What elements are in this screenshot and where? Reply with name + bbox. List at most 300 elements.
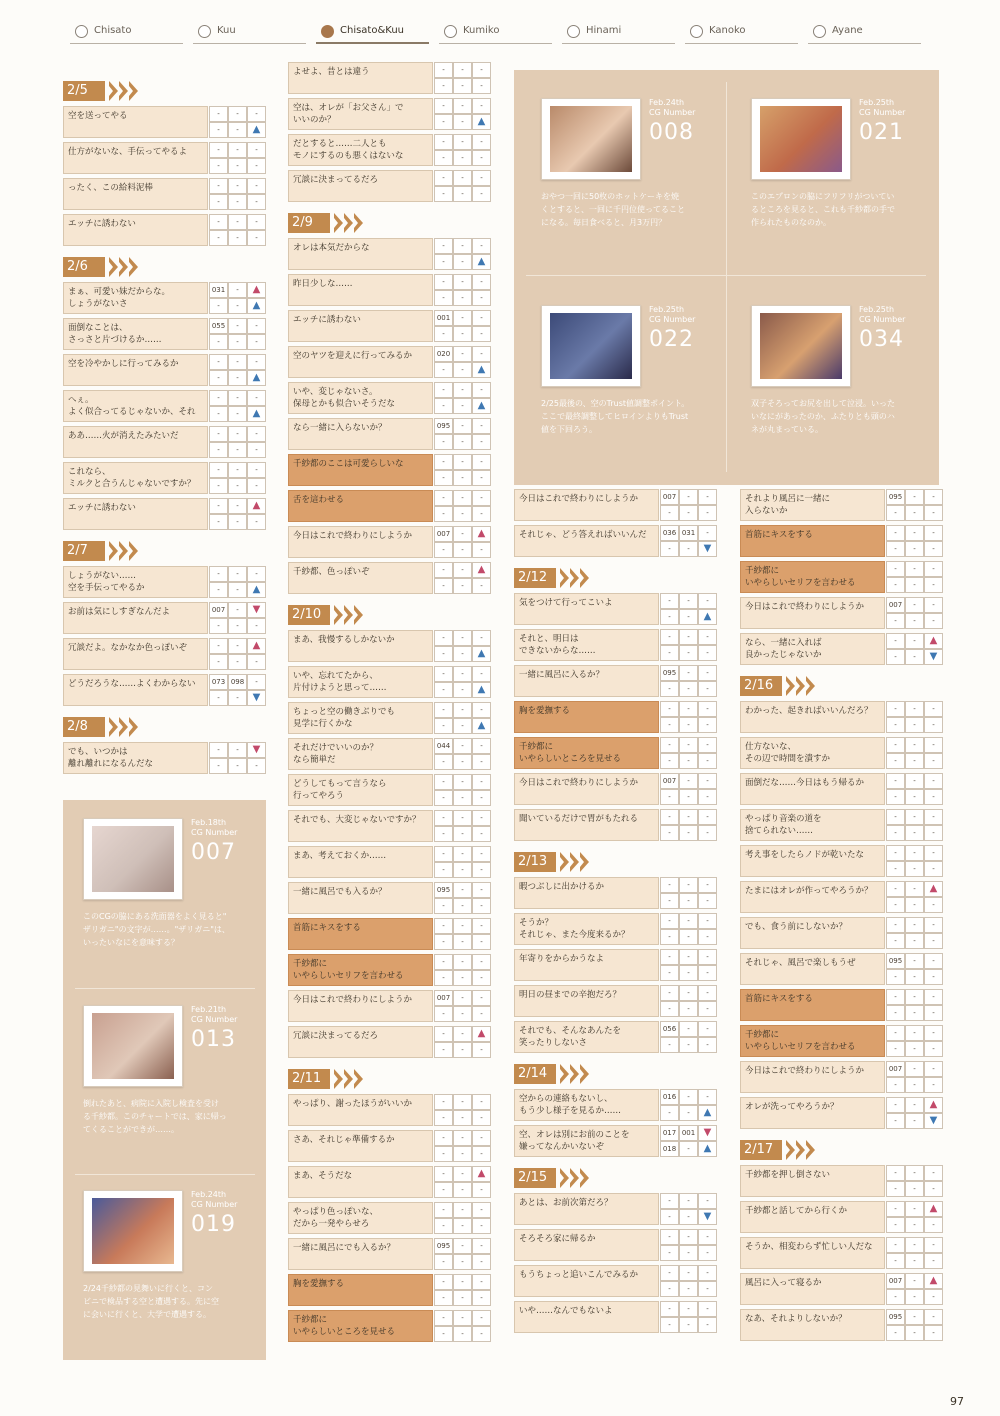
choice-text[interactable]: たまにはオレが作ってやろうか？ — [740, 881, 885, 913]
choice-text[interactable]: あとは、お前次第だろ？ — [514, 1193, 659, 1225]
param-cell: - — [472, 238, 491, 254]
param-cell: - — [698, 681, 717, 697]
param-cell: - — [434, 578, 453, 594]
param-cell: - — [472, 470, 491, 486]
choice-text[interactable]: それだけでいいのか？ なら簡単だ — [288, 738, 433, 770]
date-label: 2/9 — [288, 213, 330, 233]
choice-row — [63, 106, 268, 138]
choice-row — [63, 354, 268, 386]
choice-text[interactable]: 首筋にキスをする — [740, 989, 885, 1021]
param-cells — [209, 426, 266, 458]
choice-text[interactable]: そうか？ それじゃ、また今度来るか？ — [514, 913, 659, 945]
tab-chisatokuu[interactable] — [316, 22, 429, 44]
choice-text[interactable]: 聞いているだけで胃がもたれる — [514, 809, 659, 841]
param-cell: - — [660, 809, 679, 825]
choice-text[interactable]: 今日はこれで終わりにしようか — [740, 597, 885, 629]
choice-text[interactable]: オレは本気だからな — [288, 238, 433, 270]
choice-text[interactable]: へぇ。 よく似合ってるじゃないか、それ — [63, 390, 208, 422]
param-cell: - — [453, 1274, 472, 1290]
chevron-right-icon — [796, 676, 805, 696]
arrow-down-icon: ▼ — [698, 1125, 717, 1141]
param-cell: - — [434, 274, 453, 290]
param-cells — [209, 214, 266, 246]
param-cell: - — [472, 62, 491, 78]
param-cell: - — [886, 505, 905, 521]
character-tabs — [70, 18, 930, 46]
choice-text[interactable]: いや、忘れてたから、 片付けようと思って…… — [288, 666, 433, 698]
choice-text[interactable]: でも、いつかは 離れ離れになるんだな — [63, 742, 208, 774]
param-cells — [434, 1238, 491, 1270]
cg-thumbnail[interactable] — [751, 98, 851, 180]
param-cell: - — [698, 489, 717, 505]
cg-thumbnail[interactable] — [541, 305, 641, 387]
choice-row — [514, 525, 719, 557]
choice-text[interactable]: ったく、この給料泥棒 — [63, 178, 208, 210]
param-cell: - — [905, 789, 924, 805]
chevron-right-icon — [354, 213, 363, 233]
arrow-up-icon: ▲ — [247, 498, 266, 514]
choice-text[interactable]: 今日はこれで終わりにしようか — [740, 1061, 885, 1093]
choice-text[interactable]: そうか、相変わらず忙しい人だな — [740, 1237, 885, 1269]
param-cell: - — [434, 810, 453, 826]
date-header — [514, 1064, 719, 1084]
choice-text[interactable]: やっぱり、謝ったほうがいいか — [288, 1094, 433, 1126]
param-cell: - — [905, 489, 924, 505]
choice-text[interactable]: ちょっと空の働きぶりでも 見学に行くかな — [288, 702, 433, 734]
param-cell: - — [228, 514, 247, 530]
choice-text[interactable]: 空、オレは別にお前のことを 嫌ってなんかいないぞ — [514, 1125, 659, 1157]
param-cell: - — [453, 646, 472, 662]
choice-text[interactable]: 今日はこれで終わりにしようか — [288, 526, 433, 558]
param-cell: - — [247, 214, 266, 230]
choice-text[interactable]: 空からの連絡もないし、 もう少し様子を見るか…… — [514, 1089, 659, 1121]
tab-kuu[interactable] — [193, 22, 306, 44]
param-cell: - — [660, 1265, 679, 1281]
choice-text[interactable]: 明日の昼までの辛抱だろ？ — [514, 985, 659, 1017]
param-cell: - — [660, 717, 679, 733]
param-cell: - — [453, 1094, 472, 1110]
param-cell: - — [905, 1165, 924, 1181]
choice-text[interactable]: それでも、大変じゃないですか？ — [288, 810, 433, 842]
choice-text[interactable]: やっぱり音楽の道を 捨てられない…… — [740, 809, 885, 841]
cg-date — [859, 98, 905, 118]
param-cell: - — [472, 846, 491, 862]
chevron-right-icon — [344, 213, 353, 233]
choice-text[interactable]: 千紗都に いやらしいところを見せる — [514, 737, 659, 769]
choice-text[interactable]: 空は、オレが「お父さん」で いいのか？ — [288, 98, 433, 130]
param-cell: - — [453, 882, 472, 898]
param-cell: - — [247, 178, 266, 194]
param-cells — [886, 989, 943, 1021]
param-cell: - — [924, 597, 943, 613]
choice-text[interactable]: 考え事をしたらノドが乾いたな — [740, 845, 885, 877]
param-cell: 095 — [434, 882, 453, 898]
choice-text[interactable]: それより風呂に一緒に 入らないか — [740, 489, 885, 521]
choice-text[interactable]: 面倒なことは、 さっさと片づけるか…… — [63, 318, 208, 350]
choice-text[interactable]: まあ、考えておくか…… — [288, 846, 433, 878]
choice-text[interactable]: 年寄りをからかうなよ — [514, 949, 659, 981]
param-cell: - — [209, 442, 228, 458]
param-cell: - — [886, 561, 905, 577]
choice-text[interactable]: 空のヤツを迎えに行ってみるか — [288, 346, 433, 378]
choice-text[interactable]: それでも、そんなあんたを 笑ったりしないさ — [514, 1021, 659, 1053]
param-cell: - — [453, 918, 472, 934]
param-cell: - — [924, 1061, 943, 1077]
param-cell: - — [660, 985, 679, 1001]
choice-row — [514, 877, 719, 909]
param-cell: - — [453, 898, 472, 914]
param-cells — [886, 1273, 943, 1305]
param-cell: - — [679, 609, 698, 625]
choice-text[interactable]: わかった、起きればいいんだろ？ — [740, 701, 885, 733]
param-cell: - — [698, 1037, 717, 1053]
param-cell: - — [228, 742, 247, 758]
param-cell: - — [209, 106, 228, 122]
param-cell: - — [453, 290, 472, 306]
param-cells — [209, 142, 266, 174]
choice-text[interactable]: 空を送ってやる — [63, 106, 208, 138]
chevron-right-icon — [786, 1140, 795, 1160]
choice-text[interactable]: しょうがない…… 空を手伝ってやるか — [63, 566, 208, 598]
choice-text[interactable]: なら、一緒に入れば 良かったじゃないか — [740, 633, 885, 665]
choice-text[interactable]: 千紗都と話してから行くか — [740, 1201, 885, 1233]
tab-label: Chisato&Kuu — [340, 25, 405, 36]
choice-text[interactable]: 千紗都に いやらしいセリフを言わせる — [740, 561, 885, 593]
param-cells — [660, 593, 717, 625]
param-cells — [660, 701, 717, 733]
param-cells — [660, 773, 717, 805]
choice-text[interactable]: 千紗都に いやらしいセリフを言わせる — [288, 954, 433, 986]
param-cell: - — [434, 1094, 453, 1110]
choice-text[interactable]: 今日はこれで終わりにしようか — [514, 773, 659, 805]
param-cell: - — [660, 1281, 679, 1297]
tab-label: Ayane — [832, 25, 863, 36]
chevron-right-icon — [109, 717, 118, 737]
cg-number-label: CG Number — [649, 108, 696, 117]
param-cell: - — [924, 561, 943, 577]
choice-text[interactable]: いや……なんでもないよ — [514, 1301, 659, 1333]
choice-text[interactable]: 胸を愛撫する — [514, 701, 659, 733]
tab-kanoko[interactable] — [685, 22, 798, 44]
choice-text[interactable]: 千紗都のここは可愛らしいな — [288, 454, 433, 486]
choice-text[interactable]: もうちょっと追いこんでみるか — [514, 1265, 659, 1297]
param-cell: - — [660, 893, 679, 909]
choice-row — [288, 1130, 493, 1162]
param-cell: - — [434, 1042, 453, 1058]
param-cell: 095 — [886, 1309, 905, 1325]
param-cells — [434, 418, 491, 450]
choice-text[interactable]: エッチに誘わない — [63, 214, 208, 246]
choice-row — [514, 665, 719, 697]
param-cell: - — [679, 1301, 698, 1317]
choice-text[interactable]: まあ、そうだな — [288, 1166, 433, 1198]
param-cell: - — [434, 434, 453, 450]
param-cell: - — [905, 773, 924, 789]
choice-row — [514, 913, 719, 945]
param-cell: - — [434, 774, 453, 790]
choice-text[interactable]: 冗談に決まってるだろ — [288, 1026, 433, 1058]
choice-text[interactable]: まあ、我慢するしかないか — [288, 630, 433, 662]
param-cell: - — [228, 194, 247, 210]
param-cells — [434, 382, 491, 414]
param-cell: - — [209, 354, 228, 370]
param-cell: - — [228, 498, 247, 514]
param-cell: 020 — [434, 346, 453, 362]
arrow-up-icon: ▲ — [472, 254, 491, 270]
param-cell: - — [247, 318, 266, 334]
param-cells — [886, 525, 943, 557]
date-header — [63, 257, 268, 277]
cg-number: 022 — [649, 327, 694, 352]
param-cell: - — [453, 1110, 472, 1126]
choice-text[interactable]: 昨日少しな…… — [288, 274, 433, 306]
param-cell: - — [472, 506, 491, 522]
param-cell: - — [698, 893, 717, 909]
param-cells — [434, 846, 491, 878]
choice-text[interactable]: それじゃ、風呂で楽しもうぜ — [740, 953, 885, 985]
param-cell: - — [453, 1202, 472, 1218]
param-cell: - — [905, 897, 924, 913]
param-cell: - — [434, 238, 453, 254]
param-cell: - — [924, 525, 943, 541]
chevron-right-icon — [786, 676, 795, 696]
choice-text[interactable]: 千紗都に いやらしいセリフを言わせる — [740, 1025, 885, 1057]
cg-thumbnail[interactable] — [751, 305, 851, 387]
choice-row — [740, 1201, 945, 1233]
chevron-right-icon — [129, 257, 138, 277]
param-cell: - — [924, 1309, 943, 1325]
param-cell: - — [434, 98, 453, 114]
param-cell: 001 — [434, 310, 453, 326]
param-cell: - — [660, 825, 679, 841]
choice-row — [288, 562, 493, 594]
choice-row — [288, 134, 493, 166]
param-cell: - — [905, 597, 924, 613]
param-cell: - — [679, 1265, 698, 1281]
choice-row — [514, 1089, 719, 1121]
cg-thumbnail[interactable] — [83, 1190, 183, 1272]
choice-text[interactable]: 首筋にキスをする — [288, 918, 433, 950]
param-cell: - — [453, 418, 472, 434]
param-cell: - — [453, 954, 472, 970]
date-header — [288, 1069, 493, 1089]
param-cell: - — [679, 505, 698, 521]
param-cell: - — [886, 525, 905, 541]
param-cell: - — [209, 370, 228, 386]
param-cell: - — [472, 882, 491, 898]
choice-text[interactable]: エッチに誘わない — [63, 498, 208, 530]
cg-thumbnail[interactable] — [541, 98, 641, 180]
arrow-up-icon: ▲ — [924, 1201, 943, 1217]
param-cells — [434, 274, 491, 306]
param-cell: - — [453, 826, 472, 842]
arrow-up-icon: ▲ — [924, 633, 943, 649]
cg-thumbnail[interactable] — [83, 818, 183, 900]
param-cell: - — [660, 645, 679, 661]
param-cell: 098 — [228, 674, 247, 690]
param-cell: - — [886, 753, 905, 769]
param-cell: - — [434, 702, 453, 718]
param-cell: - — [905, 1217, 924, 1233]
choice-text[interactable]: どうしてもって言うなら 行ってやろう — [288, 774, 433, 806]
choice-row — [740, 489, 945, 521]
choice-text[interactable]: 気をつけて行ってこいよ — [514, 593, 659, 625]
choice-text[interactable]: なあ、それよりしないか？ — [740, 1309, 885, 1341]
param-cell: - — [905, 1077, 924, 1093]
param-cell: - — [679, 701, 698, 717]
choice-text[interactable]: 冗談だよ。なかなか色っぽいぞ — [63, 638, 208, 670]
choice-text[interactable]: 一緒に風呂にでも入るか？ — [288, 1238, 433, 1270]
param-cell: - — [472, 542, 491, 558]
param-cell: - — [453, 718, 472, 734]
chevron-right-icon — [354, 605, 363, 625]
choice-text[interactable]: だとすると……二人とも モノにするのも悪くはないな — [288, 134, 433, 166]
cg-thumbnail[interactable] — [83, 1005, 183, 1087]
choice-text[interactable]: エッチに誘わない — [288, 310, 433, 342]
param-cell: 007 — [660, 489, 679, 505]
param-cells — [886, 1201, 943, 1233]
param-cell: - — [434, 1254, 453, 1270]
tab-chisato[interactable] — [70, 22, 183, 44]
param-cell: - — [886, 1041, 905, 1057]
param-cell: - — [905, 649, 924, 665]
param-cell: - — [679, 949, 698, 965]
param-cell: - — [453, 310, 472, 326]
choice-text[interactable]: 今日はこれで終わりにしようか — [288, 990, 433, 1022]
date-label: 2/17 — [740, 1140, 782, 1160]
cg-date-text: Feb.18th — [191, 818, 227, 827]
param-cell: - — [453, 790, 472, 806]
param-cell: - — [228, 178, 247, 194]
date-label: 2/11 — [288, 1069, 330, 1089]
arrow-up-icon: ▲ — [247, 298, 266, 314]
param-cell: - — [886, 649, 905, 665]
chevron-right-icon — [354, 1069, 363, 1089]
choice-row — [740, 1097, 945, 1129]
param-cell: - — [453, 186, 472, 202]
param-cells — [209, 498, 266, 530]
param-cell: - — [228, 462, 247, 478]
param-cell: - — [472, 346, 491, 362]
choice-row — [514, 737, 719, 769]
choice-text[interactable]: やっぱり色っぽいな、 だから一発やらせろ — [288, 1202, 433, 1234]
choice-text[interactable]: 空を冷やかしに行ってみるか — [63, 354, 208, 386]
choice-text[interactable]: よせよ、昔とは違う — [288, 62, 433, 94]
param-cells — [434, 238, 491, 270]
arrow-up-icon: ▲ — [472, 114, 491, 130]
param-cell: - — [472, 578, 491, 594]
param-cell: - — [228, 638, 247, 654]
choice-text[interactable]: そろそろ家に帰るか — [514, 1229, 659, 1261]
choice-text[interactable]: 仕方ないな、 その辺で時間を潰すか — [740, 737, 885, 769]
choice-text[interactable]: 千紗都、色っぽいぞ — [288, 562, 433, 594]
param-cell: - — [679, 929, 698, 945]
choice-text[interactable]: オレが洗ってやろうか？ — [740, 1097, 885, 1129]
choice-text[interactable]: 一緒に風呂に入るか？ — [514, 665, 659, 697]
param-cell: 017 — [660, 1125, 679, 1141]
param-cell: - — [247, 194, 266, 210]
choice-text[interactable]: 面倒だな……今日はもう帰るか — [740, 773, 885, 805]
choice-text[interactable]: 暇つぶしに出かけるか — [514, 877, 659, 909]
param-cells — [660, 1265, 717, 1297]
param-cell: - — [679, 1001, 698, 1017]
choice-text[interactable]: これなら、 ミルクと合うんじゃないですか？ — [63, 462, 208, 494]
param-cell: - — [905, 717, 924, 733]
choice-text[interactable]: 仕方がないな、手伝ってやるよ — [63, 142, 208, 174]
param-cell: - — [905, 1181, 924, 1197]
param-cell: - — [434, 1310, 453, 1326]
cg-number-label: CG Number — [649, 315, 696, 324]
choice-text[interactable]: 風呂に入って寝るか — [740, 1273, 885, 1305]
choice-text[interactable]: どうだろうな……よくわからない — [63, 674, 208, 706]
choice-text[interactable]: それじゃ、どう答えればいいんだ — [514, 525, 659, 557]
arrow-down-icon: ▼ — [247, 602, 266, 618]
cg-date — [859, 305, 905, 325]
choice-text[interactable]: 首筋にキスをする — [740, 525, 885, 557]
choice-text[interactable]: 一緒に風呂でも入るか？ — [288, 882, 433, 914]
param-cell: - — [228, 690, 247, 706]
param-cell: - — [434, 78, 453, 94]
choice-text[interactable]: 今日はこれで終わりにしようか — [514, 489, 659, 521]
chevron-right-icon — [560, 1168, 569, 1188]
choice-text[interactable]: お前は気にしすぎなんだよ — [63, 602, 208, 634]
choice-text[interactable]: なら一緒に入らないか？ — [288, 418, 433, 450]
param-cell: - — [472, 1238, 491, 1254]
choice-text[interactable]: 千紗都を押し倒さない — [740, 1165, 885, 1197]
choice-text[interactable]: いや、変じゃないさ。 保母とかも似合いそうだな — [288, 382, 433, 414]
choice-text[interactable]: まぁ、可愛い妹だからな。 しょうがないさ — [63, 282, 208, 314]
param-cell: - — [660, 1209, 679, 1225]
param-cells — [434, 774, 491, 806]
cg-description: おやつ一回に50枚のホットケーキを焼 くとすると、一回に千円位使ってること になる。毎日食べると、月3万円？ — [541, 192, 685, 227]
param-cell: - — [472, 1146, 491, 1162]
cg-description: このエプロンの脇にフリフリがついてい るところを見ると、これも千紗都の手で 作られたものなのか。 — [751, 192, 895, 227]
param-cell: - — [434, 754, 453, 770]
choice-text[interactable]: 胸を愛撫する — [288, 1274, 433, 1306]
param-cell: - — [679, 1105, 698, 1121]
tab-kumiko[interactable] — [439, 22, 552, 44]
param-cell: - — [247, 106, 266, 122]
cg-number: 034 — [859, 327, 904, 352]
param-cell: - — [924, 1025, 943, 1041]
param-cells — [434, 990, 491, 1022]
choice-row — [514, 985, 719, 1017]
choice-text[interactable]: それと、明日は できないからな…… — [514, 629, 659, 661]
date-header — [514, 568, 719, 588]
choice-text[interactable]: ああ……火が消えたみたいだ — [63, 426, 208, 458]
param-cell: 007 — [434, 990, 453, 1006]
choice-text[interactable]: 冗談に決まってるだろ — [288, 170, 433, 202]
arrow-down-icon: ▼ — [698, 1209, 717, 1225]
choice-row — [288, 846, 493, 878]
choice-row — [288, 990, 493, 1022]
tab-hinami[interactable] — [562, 22, 675, 44]
param-cell: - — [905, 825, 924, 841]
param-cell: - — [247, 354, 266, 370]
param-cell: - — [434, 1326, 453, 1342]
choice-text[interactable]: 千紗都に いやらしいところを見せる — [288, 1310, 433, 1342]
choice-text[interactable]: でも、食う前にしないか？ — [740, 917, 885, 949]
divider — [726, 82, 727, 472]
choice-row — [288, 526, 493, 558]
param-cell: - — [228, 566, 247, 582]
choice-row — [63, 498, 268, 530]
param-cells — [886, 845, 943, 877]
param-cell: - — [660, 701, 679, 717]
choice-text[interactable]: 舌を這わせる — [288, 490, 433, 522]
choice-text[interactable]: さあ、それじゃ準備するか — [288, 1130, 433, 1162]
tab-ayane[interactable] — [808, 22, 921, 44]
